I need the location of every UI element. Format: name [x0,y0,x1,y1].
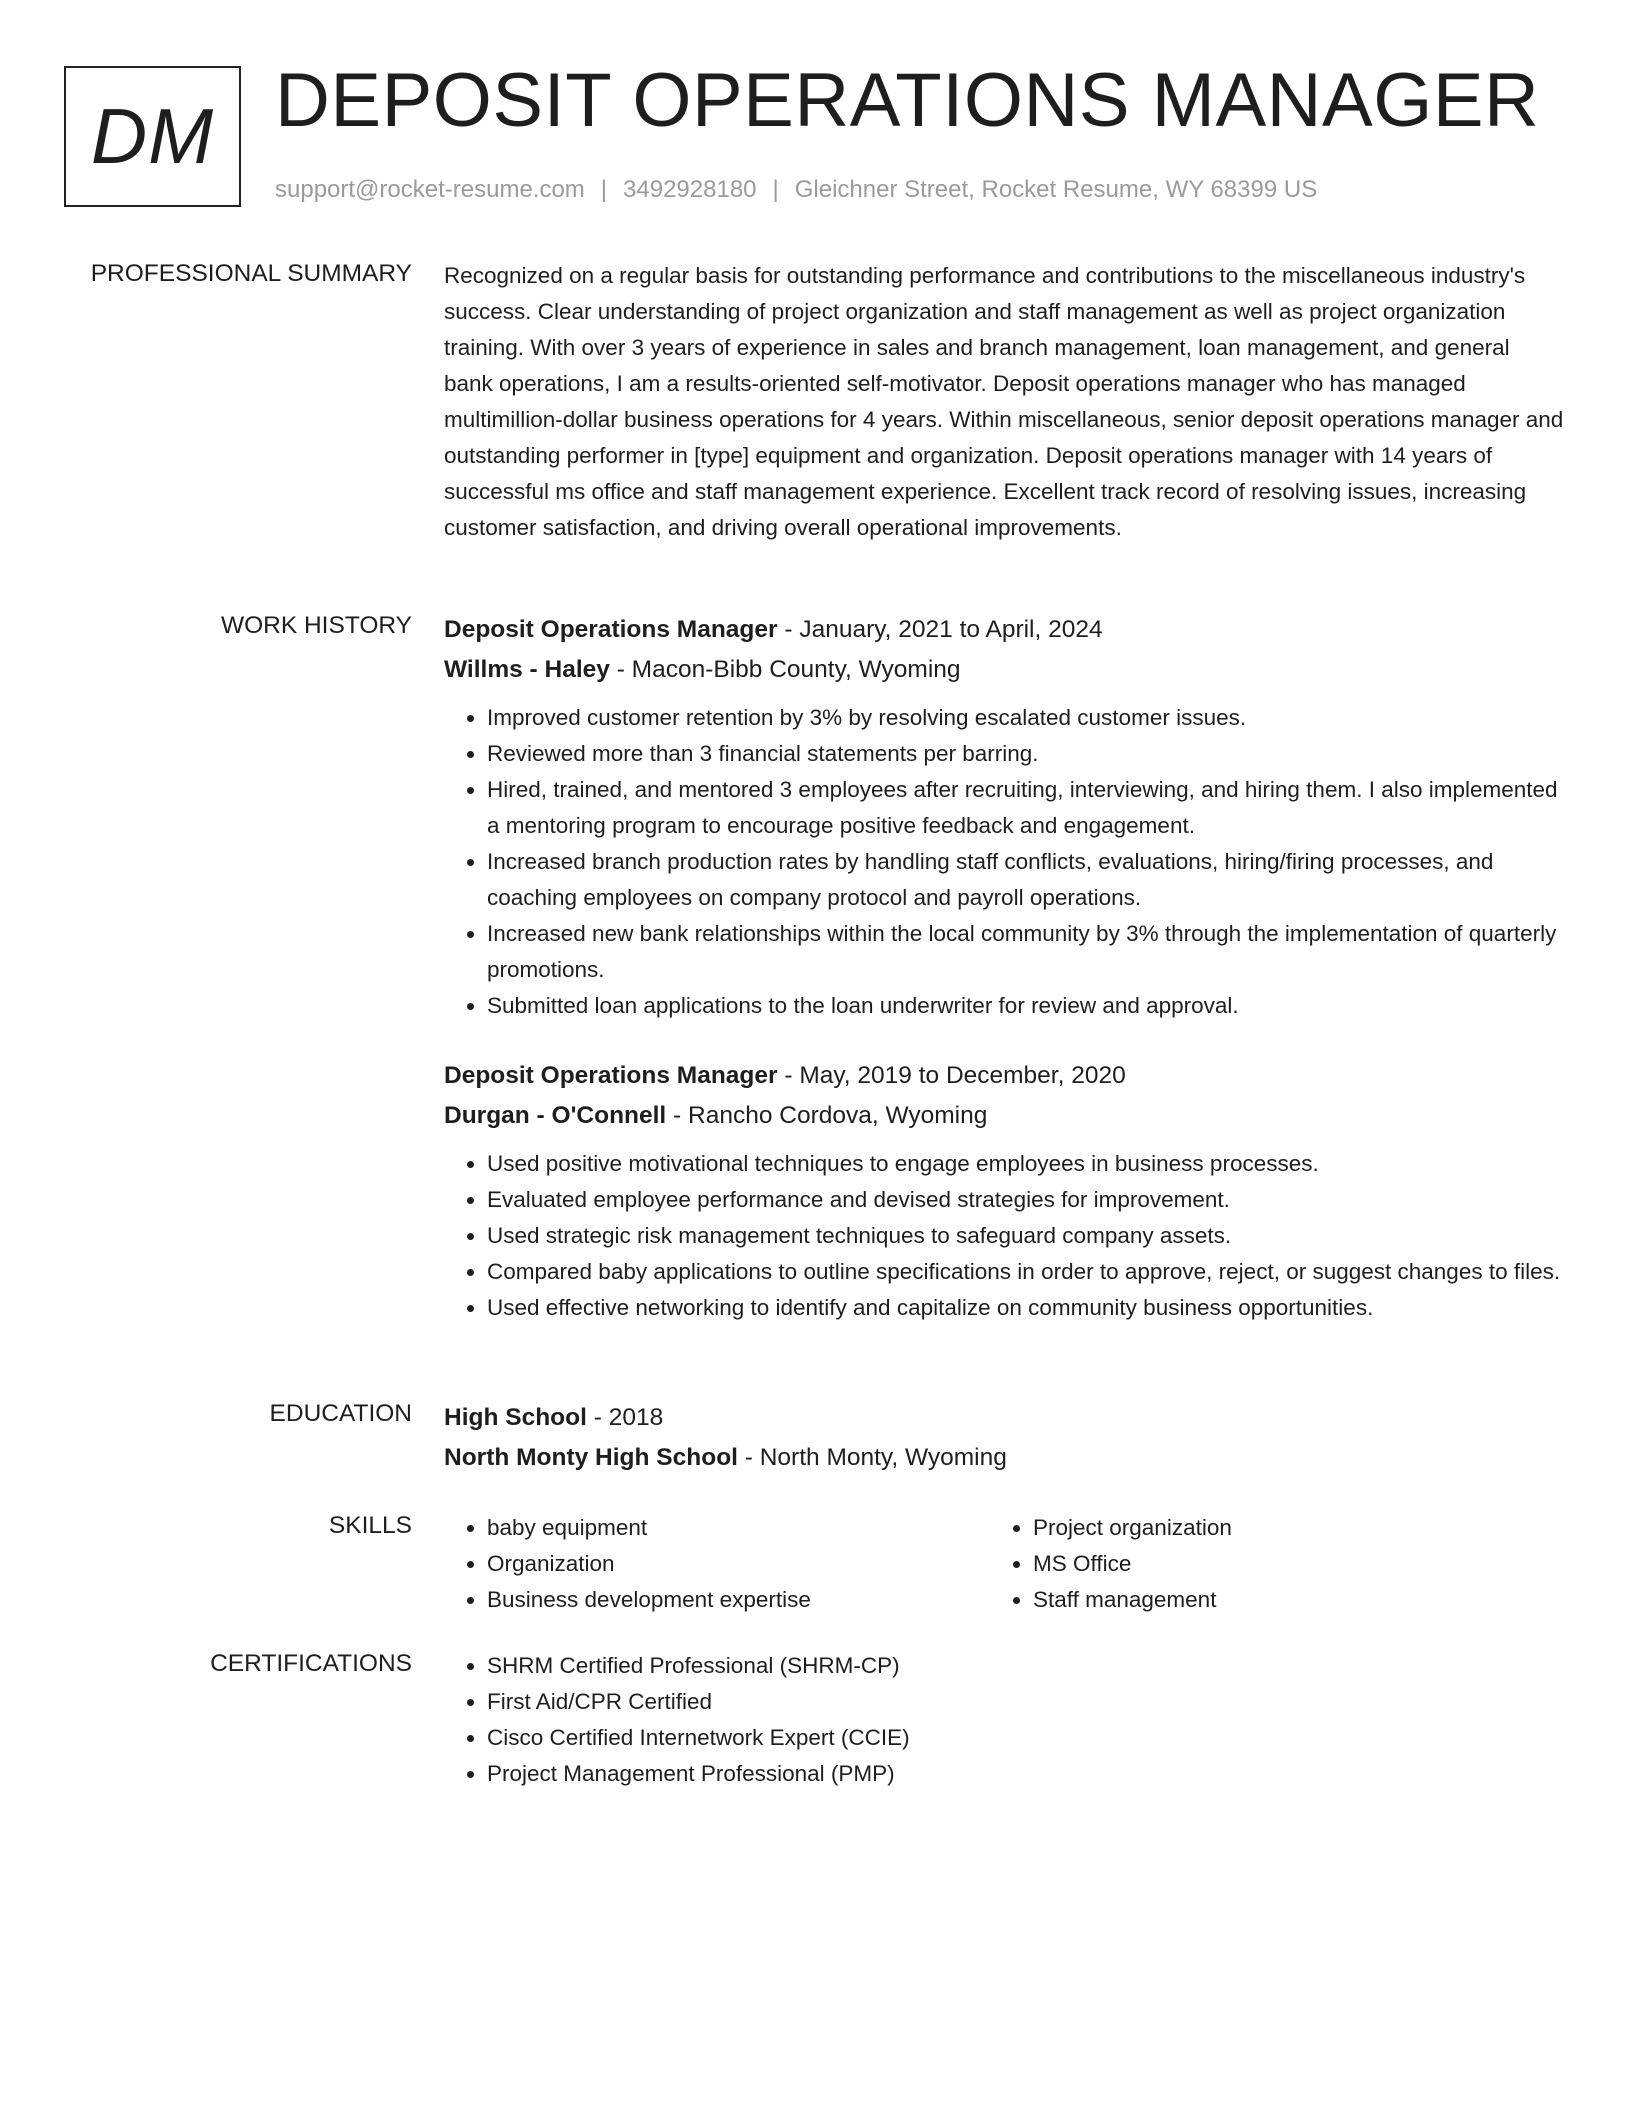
job-dates: - January, 2021 to April, 2024 [777,616,1103,643]
section-label-education: EDUCATION [269,1400,412,1427]
job-title: Deposit Operations Manager [444,1062,778,1089]
list-item: • Hired, trained, and mentored 3 employees after recruiting, interviewing, and hiring them. I also implemented a mentoring program to encourage positive feedback and engagement. [487,772,1564,844]
contact-line [275,174,1317,206]
list-item: • Project organization [1033,1510,1536,1546]
contact-address: Gleichner Street, Rocket Resume, WY 68399 US [794,176,1318,203]
list-item: • Improved customer retention by 3% by resolving escalated customer issues. [487,700,1564,736]
job-company: Willms - Haley [444,656,610,683]
list-item: • Reviewed more than 3 financial statements per barring. [487,736,1564,772]
list-item: • Used positive motivational techniques to engage employees in business processes. [487,1146,1564,1182]
list-item: • Evaluated employee performance and devised strategies for improvement. [487,1182,1564,1218]
section-label-certifications: CERTIFICATIONS [210,1650,412,1677]
education-year: - 2018 [586,1404,664,1431]
contact-separator: | [600,176,608,203]
skills-list-left [444,1510,990,1618]
job-entry [444,1056,1564,1326]
job-company-line [444,1096,1564,1136]
contact-email: support@rocket-resume.com [275,176,585,203]
monogram-badge: DM [64,66,241,207]
list-item: • Submitted loan applications to the loan underwriter for review and approval. [487,988,1564,1024]
certifications-body [444,1648,1564,1792]
list-item: • SHRM Certified Professional (SHRM-CP) [487,1648,1564,1684]
job-bullets [444,1146,1564,1326]
job-location: - Rancho Cordova, Wyoming [666,1102,988,1129]
job-entry [444,610,1564,1024]
certifications-list [444,1648,1564,1792]
list-item: • Compared baby applications to outline specifications in order to approve, reject, or suggest changes to files. [487,1254,1564,1290]
list-item: • Business development expertise [487,1582,990,1618]
skills-list-right [990,1510,1536,1618]
education-degree: High School [444,1404,587,1431]
education-school: North Monty High School [444,1444,738,1471]
list-item: • Increased branch production rates by handling staff conflicts, evaluations, hiring/firing processes, and coaching employees on company protocol and payroll operations. [487,844,1564,916]
work-body [444,610,1564,1326]
list-item: • Staff management [1033,1582,1536,1618]
education-body [444,1398,1564,1478]
education-school-line [444,1438,1564,1478]
education-location: - North Monty, Wyoming [737,1444,1007,1471]
job-bullets [444,700,1564,1024]
summary-body [444,258,1564,546]
summary-text: Recognized on a regular basis for outstanding performance and contributions to the miscellaneous industry's success. Clear understanding of project organization and staff management as well as project organization training. With over 3 years of experience in sales and branch management, loan management, and general bank operations, I am a results-oriented self-motivator. Deposit operations manager who has managed multimillion-dollar business operations for 4 years. Within miscellaneous, senior deposit operations manager and outstanding performer in [type] equipment and organization. Deposit operations manager with 14 years of successful ms office and staff management experience. Excellent track record of resolving issues, increasing customer satisfaction, and driving overall operational improvements. [444,263,1564,540]
list-item: • Increased new bank relationships within the local community by 3% through the implementation of quarterly promotions. [487,916,1564,988]
job-title-line [444,1056,1564,1096]
list-item: • Used strategic risk management techniques to safeguard company assets. [487,1218,1564,1254]
job-title-line [444,610,1564,650]
list-item: • baby equipment [487,1510,990,1546]
skills-grid [444,1510,1564,1618]
job-title: Deposit Operations Manager [444,616,778,643]
contact-separator: | [772,176,779,203]
list-item: • Project Management Professional (PMP) [487,1756,1564,1792]
list-item: • First Aid/CPR Certified [487,1684,1564,1720]
resume-title: DEPOSIT OPERATIONS MANAGER [275,58,1540,143]
skills-body [444,1510,1564,1618]
list-item: • MS Office [1033,1546,1536,1582]
job-company-line [444,650,1564,690]
education-degree-line [444,1398,1564,1438]
list-item: • Used effective networking to identify and capitalize on community business opportunities. [487,1290,1564,1326]
list-item: • Cisco Certified Internetwork Expert (CCIE) [487,1720,1564,1756]
section-label-work: WORK HISTORY [220,612,412,639]
list-item: • Organization [487,1546,990,1582]
job-dates: - May, 2019 to December, 2020 [777,1062,1126,1089]
section-label-skills: SKILLS [328,1512,412,1539]
section-label-summary: PROFESSIONAL SUMMARY [90,260,412,287]
job-company: Durgan - O'Connell [444,1102,667,1129]
job-location: - Macon-Bibb County, Wyoming [609,656,961,683]
contact-phone: 3492928180 [623,176,757,203]
